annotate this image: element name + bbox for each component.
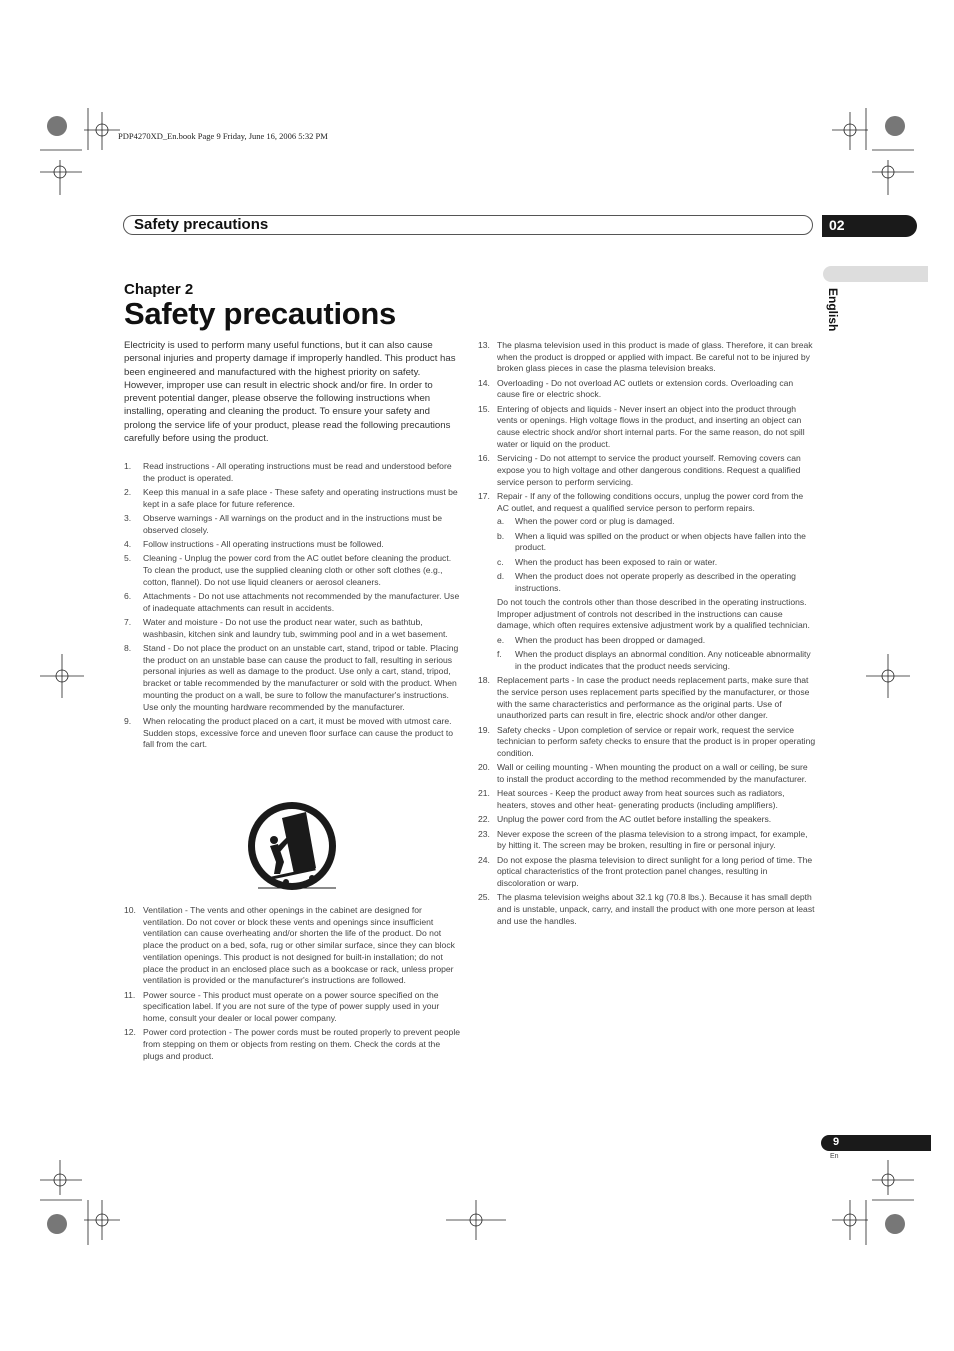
page-number: 9 [833,1136,840,1148]
list-item: 10. Ventilation - The vents and other openings in the cabinet are designed for ventilation. Do not cover or block these vents and openings since insufficient ventilation can cause overheating and/or shorten the life of the product. Do not place the product on a bed, sofa, rug or other similar surface, since they can block ventilation openings. This product is not designed for built-in installation; do not place the product in an enclosed place such as a bookcase or rack, unless proper ventilation is provided or the manufacturer's instructions are followed. [124,905,455,986]
language-tab [823,266,928,282]
list-item: 11. Power source - This product must operate on a power source specified on the specification label. If you are not sure of the type of power supply used in your home, consult your dealer or local power company. [124,989,440,1023]
list-item: 13. The plasma television used in this product is made of glass. Therefore, it can break when the product is dropped or applied with impact. Be careful not to be injured by broken glass pieces in case the plasma television breaks. [478,340,813,374]
sub-list-item: a. When the power cord or plug is damaged. [497,516,675,527]
repair-conditions-list-continued [497,635,816,673]
sub-list-item: f. When the product displays an abnormal condition. Any noticeable abnormality in the product indicates that the product needs servicing. [497,649,811,671]
sub-list-item: e. When the product has been dropped or damaged. [497,634,706,645]
header-title: Safety precautions [134,216,269,233]
list-item: 23. Never expose the screen of the plasma television to a strong impact, for example, by hitting it. The screen may be broken, resulting in fire or personal injury. [478,828,808,851]
list-item: 5. Cleaning - Unplug the power cord from the AC outlet before cleaning the product. To clean the product, use the supplied cleaning cloth or other soft clothes (e.g., cotton, flannel). Do not use liquid cleaners or aerosol cleaners. [124,553,452,587]
chapter-number: 02 [829,217,845,233]
list-item: 17. Repair - If any of the following conditions occurs, unplug the power cord from the AC outlet, and request a qualified service person to perform repairs. a. When the power cord or plug is damaged. b. When a liquid was spilled on the product or when objects have fallen into the product. c. When the product has been exposed to rain or water. d. When the product does not operate properly as described in the operating instructions. Do not touch the controls other than those described in the operating instructions. Improper adjustment of controls not described in the instructions can cause damage, which often requires extensive adjustment work by a qualified technician. e. When the product has been dropped or damaged. f. When the product displays an abnormal condition. Any noticeable abnormality in the product indicates that the product needs servicing. [478,491,816,673]
list-item: 3. Observe warnings - All warnings on the product and in the instructions must be observed closely. [124,513,443,535]
list-item: 2. Keep this manual in a safe place - These safety and operating instructions must be kept in a safe place for future reference. [124,487,458,509]
list-item: 7. Water and moisture - Do not use the product near water, such as bathtub, washbasin, kitchen sink and laundry tub, swimming pool and in a wet basement. [124,617,448,639]
repair-note: Do not touch the controls other than those described in the operating instructions. Improper adjustment of controls not described in the instructions can cause damage, which often requires extensive adjustment work by a qualified technician. [497,596,810,631]
sub-list-item: b. When a liquid was spilled on the product or when objects have fallen into the product. [497,530,806,553]
sub-list-item: d. When the product does not operate properly as described in the operating instructions. [497,570,796,593]
list-item: 19. Safety checks - Upon completion of service or repair work, request the service technician to perform safety checks to ensure that the product is in proper operating condition. [478,724,816,759]
list-item: 8. Stand - Do not place the product on an unstable cart, stand, tripod or table. Placing the product on an unstable base can cause the product to fall, resulting in serious personal injuries as well as damage to the product. Use only a cart, stand, tripod, bracket or table recommended by the manufacturer or sold with the product. When mounting the product on a wall, be sure to follow the manufacturer's instructions. Use only the mounting hardware recommended by the manufacturer. [124,643,459,712]
cart-tip-over-warning-icon [240,798,344,894]
list-item: 18. Replacement parts - In case the product needs replacement parts, make sure that the service person uses replacement parts specified by the manufacturer, or those with the same characteristics and performance as the original parts. Use of unauthorized parts can result in fire, electric shock and/or other danger. [478,675,810,721]
file-info: PDP4270XD_En.book Page 9 Friday, June 16, 2006 5:32 PM [118,131,328,141]
page-title: Safety precautions [124,296,396,331]
list-item: 12. Power cord protection - The power cords must be routed properly to prevent people from stepping on them or objects from resting on them. Check the cords at the plugs and product. [124,1027,461,1061]
list-item: 20. Wall or ceiling mounting - When mounting the product on a wall or ceiling, be sure to install the product according to the method recommended by the manufacturer. [478,762,808,785]
list-item: 14. Overloading - Do not overload AC outlets or extension cords. Overloading can cause fire or electric shock. [478,377,794,400]
list-item: 25. The plasma television weighs about 32.1 kg (70.8 lbs.). Because it has small depth and is unstable, unpack, carry, and install the product with one more person at least and use the handles. [478,892,815,926]
safety-list-col2 [478,340,816,930]
list-item: 1. Read instructions - All operating instructions must be read and understood before the product is operated. [124,461,452,483]
intro-paragraph: Electricity is used to perform many useful functions, but it can also cause personal injuries and property damage if improperly handled. This product has been engineered and manufactured with the highest priority on safety. However, improper use can result in electric shock and/or fire. In order to prevent potential danger, please observe the following instructions when installing, operating and cleaning the product. To ensure your safety and prolong the service life of your product, please read the following precautions carefully before using the product. [124,340,456,445]
repair-conditions-list [497,516,816,594]
language-label: English [826,288,840,332]
list-item: 22. Unplug the power cord from the AC outlet before installing the speakers. [478,814,772,825]
page-language: En [830,1153,839,1160]
list-item: 24. Do not expose the plasma television to direct sunlight for a long period of time. The optical characteristics of the front protection panel changes, resulting in discoloration or warp. [478,854,813,889]
list-item: 9. When relocating the product placed on a cart, it must be moved with utmost care. Sudden stops, excessive force and uneven floor surface can cause the product to fall from the cart. [124,715,454,750]
chapter-label: Chapter 2 [124,281,194,298]
list-item: 21. Heat sources - Keep the product away from heat sources such as radiators, heaters, stoves and other heat- generating products (including amplifiers). [478,788,785,811]
list-item: 15. Entering of objects and liquids - Never insert an object into the product through vents or openings. High voltage flows in the product, and inserting an object can cause electric shock and/or short internal parts. For the same reason, do not spill water or liquid on the product. [478,403,805,449]
safety-list-col1 [124,461,462,754]
list-item: 6. Attachments - Do not use attachments not recommended by the manufacturer. Use of inadequate attachments can result in accidents. [124,591,460,613]
sub-list-item: c. When the product has been exposed to rain or water. [497,556,718,567]
list-item: 4. Follow instructions - All operating instructions must be followed. [124,539,384,549]
list-item: 16. Servicing - Do not attempt to service the product yourself. Removing covers can expose you to high voltage and other dangerous conditions. Request a qualified service person to perform servicing. [478,453,801,487]
safety-list-col1-continued [124,905,462,1065]
